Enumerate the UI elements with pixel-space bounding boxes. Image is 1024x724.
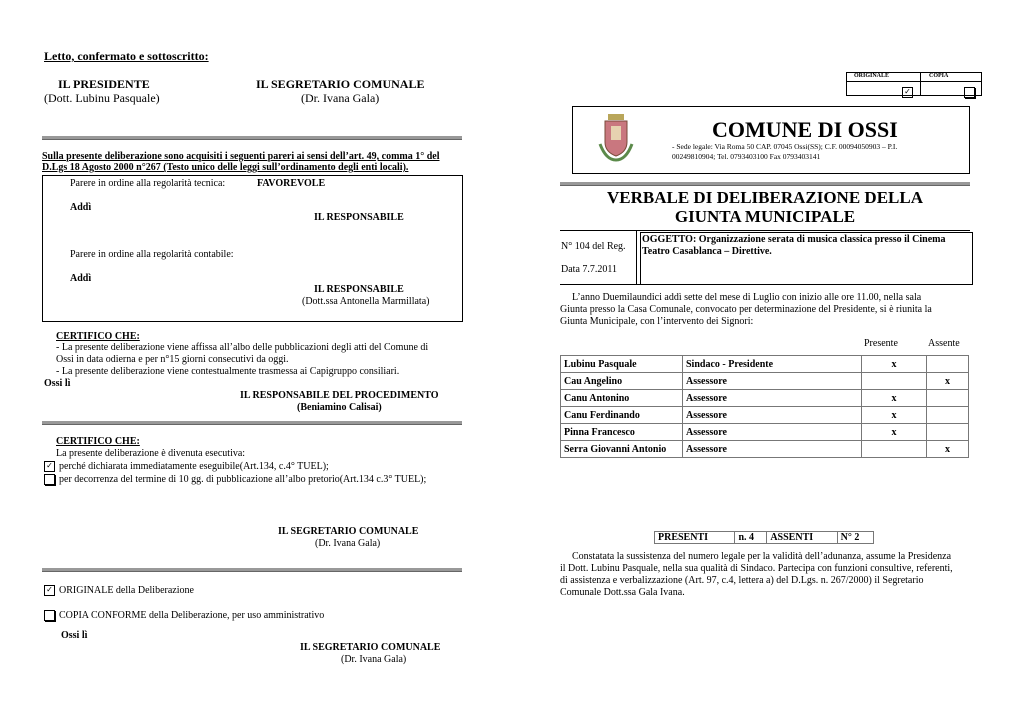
table-row: [561, 407, 969, 424]
member-presente: x: [862, 424, 927, 441]
member-name: Canu Antonino: [561, 390, 683, 407]
table-row: [561, 441, 969, 458]
member-role: Assessore: [683, 390, 862, 407]
responsabile-1: IL RESPONSABILE: [314, 212, 404, 223]
divider: [560, 230, 970, 231]
member-assente: [927, 390, 969, 407]
segretario-3-title: IL SEGRETARIO COMUNALE: [300, 642, 441, 653]
parere-tecnica-label: Parere in ordine alla regolarità tecnica:: [70, 178, 226, 189]
checked-checkbox-icon[interactable]: ✓: [902, 87, 913, 98]
constatata-line-4: Comunale Dott.ssa Gala Ivana.: [560, 587, 685, 598]
member-presente: x: [862, 390, 927, 407]
originale-checkbox[interactable]: [902, 83, 917, 101]
member-presente: [862, 441, 927, 458]
segretario-title: IL SEGRETARIO COMUNALE: [256, 77, 425, 91]
option-immediata[interactable]: [44, 461, 329, 472]
table-row: [561, 390, 969, 407]
member-assente: [927, 356, 969, 373]
intro-line-2: Giunta presso la Casa Comunale, convocato per determinazione del Presidente, si è riunita la: [560, 304, 932, 315]
member-assente: x: [927, 441, 969, 458]
assenti-label: ASSENTI: [767, 532, 837, 544]
divider: [846, 81, 981, 82]
member-role: Assessore: [683, 441, 862, 458]
intro-line-1: L’anno Duemilaundici addì sette del mese di Luglio con inizio alle ore 11.00, nella sala: [572, 292, 922, 303]
member-assente: [927, 424, 969, 441]
segretario-2-name: (Dr. Ivana Gala): [315, 538, 381, 549]
table-row: [561, 373, 969, 390]
registro-number: N° 104 del Reg.: [561, 241, 626, 252]
member-role: Assessore: [683, 407, 862, 424]
option-immediata-label: perché dichiarata immediatamente eseguibile(Art.134, c.4° TUEL);: [59, 461, 329, 472]
segretario-3-name: (Dr. Ivana Gala): [341, 654, 407, 665]
responsabile-2-name: (Dott.ssa Antonella Marmillata): [302, 296, 430, 307]
pareri-line-2: D.Lgs 18 Agosto 2000 n°267 (Testo unico delle leggi sull’ordinamento degli enti locali).: [42, 162, 409, 173]
certifico-1-title: CERTIFICO CHE:: [56, 331, 140, 342]
letto-heading: Letto, confermato e sottoscritto:: [44, 49, 209, 63]
member-assente: [927, 407, 969, 424]
sede-line-2: 00249810904; Tel. 0793403100 Fax 0793403141: [672, 152, 821, 161]
pareri-intro: [42, 151, 462, 173]
oggetto-line-1: OGGETTO: Organizzazione serata di musica classica presso il Cinema: [642, 234, 946, 245]
resp-procedimento-name: (Beniamino Calisai): [297, 402, 382, 413]
presidente-title: IL PRESIDENTE: [58, 77, 150, 91]
certifico-2-intro: La presente deliberazione è divenuta esecutiva:: [56, 448, 246, 459]
delibera-date: Data 7.7.2011: [561, 264, 618, 275]
totals-table: [654, 531, 874, 544]
constatata-paragraph: [560, 551, 970, 599]
ossi-li-1: Ossi lì: [44, 378, 71, 389]
verbale-title: [560, 188, 970, 226]
constatata-line-2: il Dott. Lubinu Pasquale, nella sua qualità di Sindaco. Partecipa con funzioni consultive, referenti,: [560, 563, 953, 574]
originale-option[interactable]: [44, 585, 194, 596]
member-name: Canu Ferdinando: [561, 407, 683, 424]
member-assente: x: [927, 373, 969, 390]
sede-info: [672, 142, 964, 162]
checkbox-icon[interactable]: [44, 474, 55, 485]
verbale-line-1: VERBALE DI DELIBERAZIONE DELLA: [607, 188, 923, 207]
segretario-2-title: IL SEGRETARIO COMUNALE: [278, 526, 419, 537]
intro-paragraph: [560, 292, 970, 328]
certifico-1-body: [56, 342, 428, 378]
parere-contabile-label: Parere in ordine alla regolarità contabile:: [70, 249, 234, 260]
member-presente: x: [862, 356, 927, 373]
parere-tecnica-value: FAVOREVOLE: [257, 178, 326, 189]
constatata-line-3: di assistenza e verbalizzazione (Art. 97, c.4, lettera a) del D.Lgs. n. 267/2000) il Segretario: [560, 575, 924, 586]
copia-option[interactable]: [44, 610, 324, 621]
divider: [42, 568, 462, 572]
responsabile-2: IL RESPONSABILE: [314, 284, 404, 295]
divider: [560, 182, 970, 186]
ossi-li-2: Ossi lì: [61, 630, 88, 641]
checkbox-icon[interactable]: [964, 87, 975, 98]
checkbox-icon[interactable]: [44, 610, 55, 621]
member-name: Serra Giovanni Antonio: [561, 441, 683, 458]
certifico-1-line-2: Ossi in data odierna e per n°15 giorni consecutivi da oggi.: [56, 354, 289, 365]
pareri-line-1: Sulla presente deliberazione sono acquisiti i seguenti pareri ai sensi dell’art. 49, comma 1° del: [42, 151, 440, 162]
copia-label: COPIA CONFORME della Deliberazione, per uso amministrativo: [59, 610, 325, 621]
attendance-table: [560, 355, 969, 458]
sede-line-1: - Sede legale: Via Roma 50 CAP. 07045 Ossi(SS); C.F. 00094050903 – P.I.: [672, 142, 898, 151]
addi-1: Addì: [70, 202, 92, 213]
intro-line-3: Giunta Municipale, con l’intervento dei Signori:: [560, 316, 754, 327]
verbale-line-2: GIUNTA MUNICIPALE: [674, 207, 856, 226]
member-presente: x: [862, 407, 927, 424]
originale-header: ORIGINALE: [854, 73, 890, 79]
divider: [920, 72, 921, 95]
assente-header: Assente: [928, 338, 960, 349]
presenti-label: PRESENTI: [655, 532, 735, 544]
oggetto-line-2: Teatro Casablanca – Direttive.: [642, 246, 772, 257]
option-decorrenza-label: per decorrenza del termine di 10 gg. di pubblicazione all’albo pretorio(Art.134 c.3° TUEL);: [59, 474, 427, 485]
member-role: Assessore: [683, 424, 862, 441]
checked-checkbox-icon[interactable]: ✓: [44, 585, 55, 596]
member-role: Sindaco - Presidente: [683, 356, 862, 373]
originale-label: ORIGINALE della Deliberazione: [59, 585, 194, 596]
table-row: [561, 424, 969, 441]
divider: [42, 421, 462, 425]
member-name: Cau Angelino: [561, 373, 683, 390]
assenti-value: N° 2: [837, 532, 873, 544]
table-row: [561, 356, 969, 373]
oggetto-text: [642, 234, 946, 258]
option-decorrenza[interactable]: [44, 474, 426, 485]
member-role: Assessore: [683, 373, 862, 390]
presente-header: Presente: [864, 338, 898, 349]
checked-checkbox-icon[interactable]: ✓: [44, 461, 55, 472]
member-presente: [862, 373, 927, 390]
member-name: Pinna Francesco: [561, 424, 683, 441]
certifico-1-line-1: - La presente deliberazione viene affissa all’albo delle pubblicazioni degli atti del Comune di: [56, 342, 429, 353]
constatata-line-1: Constatata la sussistenza del numero legale per la validità dell’adunanza, assume la Presidenza: [572, 551, 952, 562]
divider: [636, 230, 637, 284]
addi-2: Addì: [70, 273, 92, 284]
presenti-value: n. 4: [735, 532, 767, 544]
coat-of-arms-icon: [598, 114, 634, 162]
resp-procedimento: IL RESPONSABILE DEL PROCEDIMENTO: [240, 390, 439, 401]
segretario-name: (Dr. Ivana Gala): [301, 91, 380, 105]
divider: [42, 136, 462, 140]
presidente-name: (Dott. Lubinu Pasquale): [44, 91, 160, 105]
copia-header: COPIA: [929, 73, 949, 79]
totals-row: [655, 532, 874, 544]
comune-title: COMUNE DI OSSI: [712, 117, 898, 142]
member-name: Lubinu Pasquale: [561, 356, 683, 373]
certifico-2-title: CERTIFICO CHE:: [56, 436, 140, 447]
copia-checkbox[interactable]: [964, 83, 979, 101]
certifico-1-line-3: - La presente deliberazione viene contestualmente trasmessa ai Capigruppo consiliari.: [56, 366, 400, 377]
